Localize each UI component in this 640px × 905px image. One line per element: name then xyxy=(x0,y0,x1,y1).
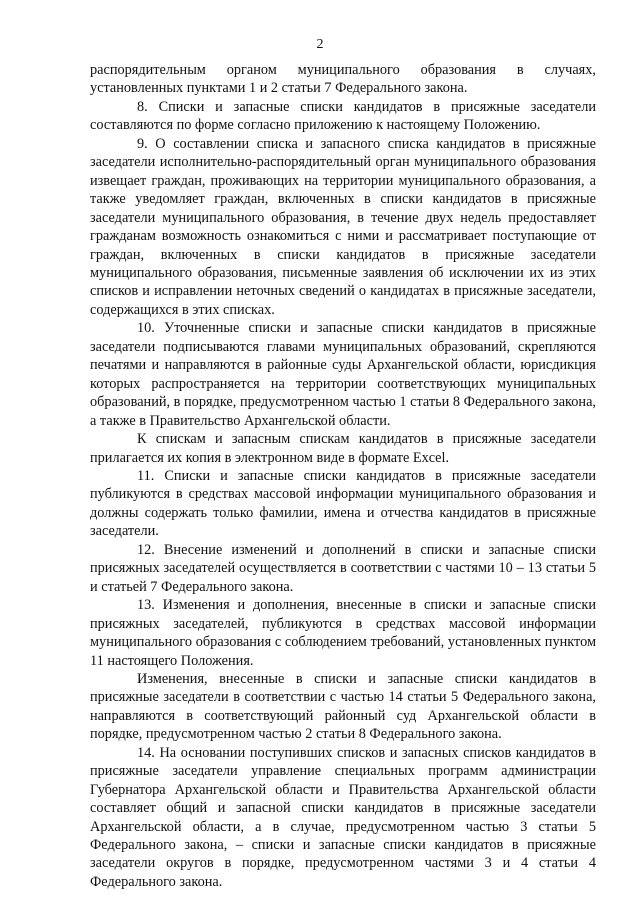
paragraph-13-changes: Изменения, внесенные в списки и запасные списки кандидатов в присяжные заседатели в соответствии с частью 14 статьи 5 Федерального закона, направляются в соответствующий районный суд Архангельской области в порядке, предусмотренном частью 2 статьи 8 Федерального закона. xyxy=(90,670,596,743)
paragraph-continuation: распорядительным органом муниципального образования в случаях, установленных пунктами 1 и 2 статьи 7 Федерального закона. xyxy=(90,62,596,97)
paragraph-13: 13. Изменения и дополнения, внесенные в списки и запасные списки присяжных заседателей, публикуются в средствах массовой информации муниципального образования с соблюдением требований, установленных пунктом 11 настоящего Положения. xyxy=(90,597,596,669)
paragraph-9: 9. О составлении списка и запасного списка кандидатов в присяжные заседатели исполнительно-распорядительный орган муниципального образования извещает граждан, проживающих на территории муниципального образования, а также уведомляет граждан, включенных в списки кандидатов в присяжные заседатели муниципального образования, в течение двух недель предоставляет гражданам возможность ознакомиться с ними и рассматривает поступающие от граждан, включенных в списки кандидатов в присяжные заседатели муниципального образования, письменные заявления об исключении их из этих списков и исправлении неточных сведений о кандидатах в присяжные заседатели, содержащихся в этих списках. xyxy=(90,135,596,318)
paragraph-14: 14. На основании поступивших списков и запасных списков кандидатов в присяжные заседатели управление специальных программ администрации Губернатора Архангельской области и Правительства Архангельской области составляет общий и запасной списки кандидатов в присяжные заседатели Архангельской области, а в случае, предусмотренном частью 3 статьи 5 Федерального закона, – списки и запасные списки кандидатов в присяжные заседатели округов в порядке, предусмотренном частями 3 и 4 статьи 4 Федерального закона. xyxy=(90,744,596,890)
paragraph-12: 12. Внесение изменений и дополнений в списки и запасные списки присяжных заседателей осуществляется в соответствии с частями 10 – 13 статьи 5 и статьей 7 Федерального закона. xyxy=(90,541,596,595)
paragraph-11: 11. Списки и запасные списки кандидатов в присяжные заседатели публикуются в средствах массовой информации муниципального образования и должны содержать только фамилии, имена и отчества кандидатов в присяжные заседатели. xyxy=(90,467,596,540)
paragraph-10-attachment: К спискам и запасным спискам кандидатов в присяжные заседатели прилагается их копия в электронном виде в формате Excel. xyxy=(90,431,596,466)
page-number: 2 xyxy=(316,37,324,52)
paragraph-8: 8. Списки и запасные списки кандидатов в присяжные заседатели составляются по форме согласно приложению к настоящему Положению. xyxy=(90,98,596,134)
document-body xyxy=(90,61,596,891)
paragraph-10: 10. Уточненные списки и запасные списки кандидатов в присяжные заседатели подписываются главами муниципальных образований, скрепляются печатями и направляются в районные суды Архангельской области, юрисдикция которых распространяется на территории соответствующих муниципальных образований, в порядке, предусмотренном частью 1 статьи 8 Федерального закона, а также в Правительство Архангельской области. xyxy=(90,320,596,429)
